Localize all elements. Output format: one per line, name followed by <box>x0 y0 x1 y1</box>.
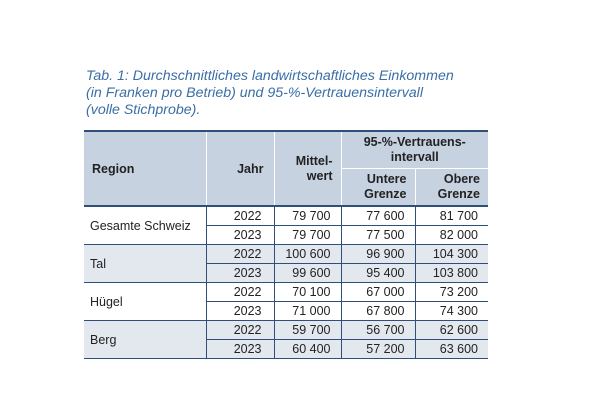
upper-bound-cell: 74 300 <box>415 302 488 321</box>
table-row <box>84 321 488 340</box>
header-region: Region <box>84 131 206 206</box>
year-cell: 2022 <box>206 283 274 302</box>
year-cell: 2022 <box>206 321 274 340</box>
lower-bound-cell: 77 500 <box>341 226 415 245</box>
year-cell: 2023 <box>206 264 274 283</box>
lower-bound-cell: 57 200 <box>341 340 415 359</box>
header-upper-line-1: Obere <box>443 172 480 186</box>
header-mean-line-1: Mittel- <box>295 153 333 168</box>
table-row <box>84 206 488 226</box>
region-cell: Gesamte Schweiz <box>84 206 206 245</box>
header-ci-line-1: 95-%-Vertrauens- <box>363 135 466 149</box>
upper-bound-cell: 103 800 <box>415 264 488 283</box>
lower-bound-cell: 56 700 <box>341 321 415 340</box>
header-mean <box>274 131 341 206</box>
header-confidence-interval <box>341 131 488 169</box>
region-cell: Tal <box>84 245 206 283</box>
upper-bound-cell: 63 600 <box>415 340 488 359</box>
lower-bound-cell: 77 600 <box>341 206 415 226</box>
table-row <box>84 283 488 302</box>
header-upper-line-2: Grenze <box>437 187 480 201</box>
upper-bound-cell: 104 300 <box>415 245 488 264</box>
mean-cell: 59 700 <box>274 321 341 340</box>
table-caption <box>86 68 556 119</box>
mean-cell: 79 700 <box>274 206 341 226</box>
header-mean-line-2: wert <box>306 168 333 183</box>
income-table <box>84 130 488 359</box>
year-cell: 2023 <box>206 340 274 359</box>
caption-line-2: (in Franken pro Betrieb) und 95-%-Vertrauensintervall <box>86 85 423 101</box>
header-upper-bound <box>415 169 488 207</box>
header-lower-line-2: Grenze <box>364 187 407 201</box>
mean-cell: 79 700 <box>274 226 341 245</box>
year-cell: 2023 <box>206 302 274 321</box>
mean-cell: 71 000 <box>274 302 341 321</box>
table-row <box>84 245 488 264</box>
upper-bound-cell: 82 000 <box>415 226 488 245</box>
year-cell: 2022 <box>206 206 274 226</box>
header-year: Jahr <box>206 131 274 206</box>
lower-bound-cell: 67 000 <box>341 283 415 302</box>
region-cell: Hügel <box>84 283 206 321</box>
region-cell: Berg <box>84 321 206 359</box>
caption-line-3: (volle Stichprobe). <box>86 102 201 118</box>
upper-bound-cell: 73 200 <box>415 283 488 302</box>
upper-bound-cell: 62 600 <box>415 321 488 340</box>
header-lower-bound <box>341 169 415 207</box>
year-cell: 2023 <box>206 226 274 245</box>
header-lower-line-1: Untere <box>366 172 407 186</box>
header-ci-line-2: intervall <box>390 150 439 164</box>
caption-line-1: Tab. 1: Durchschnittliches landwirtschaftliches Einkommen <box>86 68 454 84</box>
year-cell: 2022 <box>206 245 274 264</box>
lower-bound-cell: 67 800 <box>341 302 415 321</box>
lower-bound-cell: 95 400 <box>341 264 415 283</box>
upper-bound-cell: 81 700 <box>415 206 488 226</box>
mean-cell: 60 400 <box>274 340 341 359</box>
mean-cell: 99 600 <box>274 264 341 283</box>
mean-cell: 70 100 <box>274 283 341 302</box>
mean-cell: 100 600 <box>274 245 341 264</box>
lower-bound-cell: 96 900 <box>341 245 415 264</box>
